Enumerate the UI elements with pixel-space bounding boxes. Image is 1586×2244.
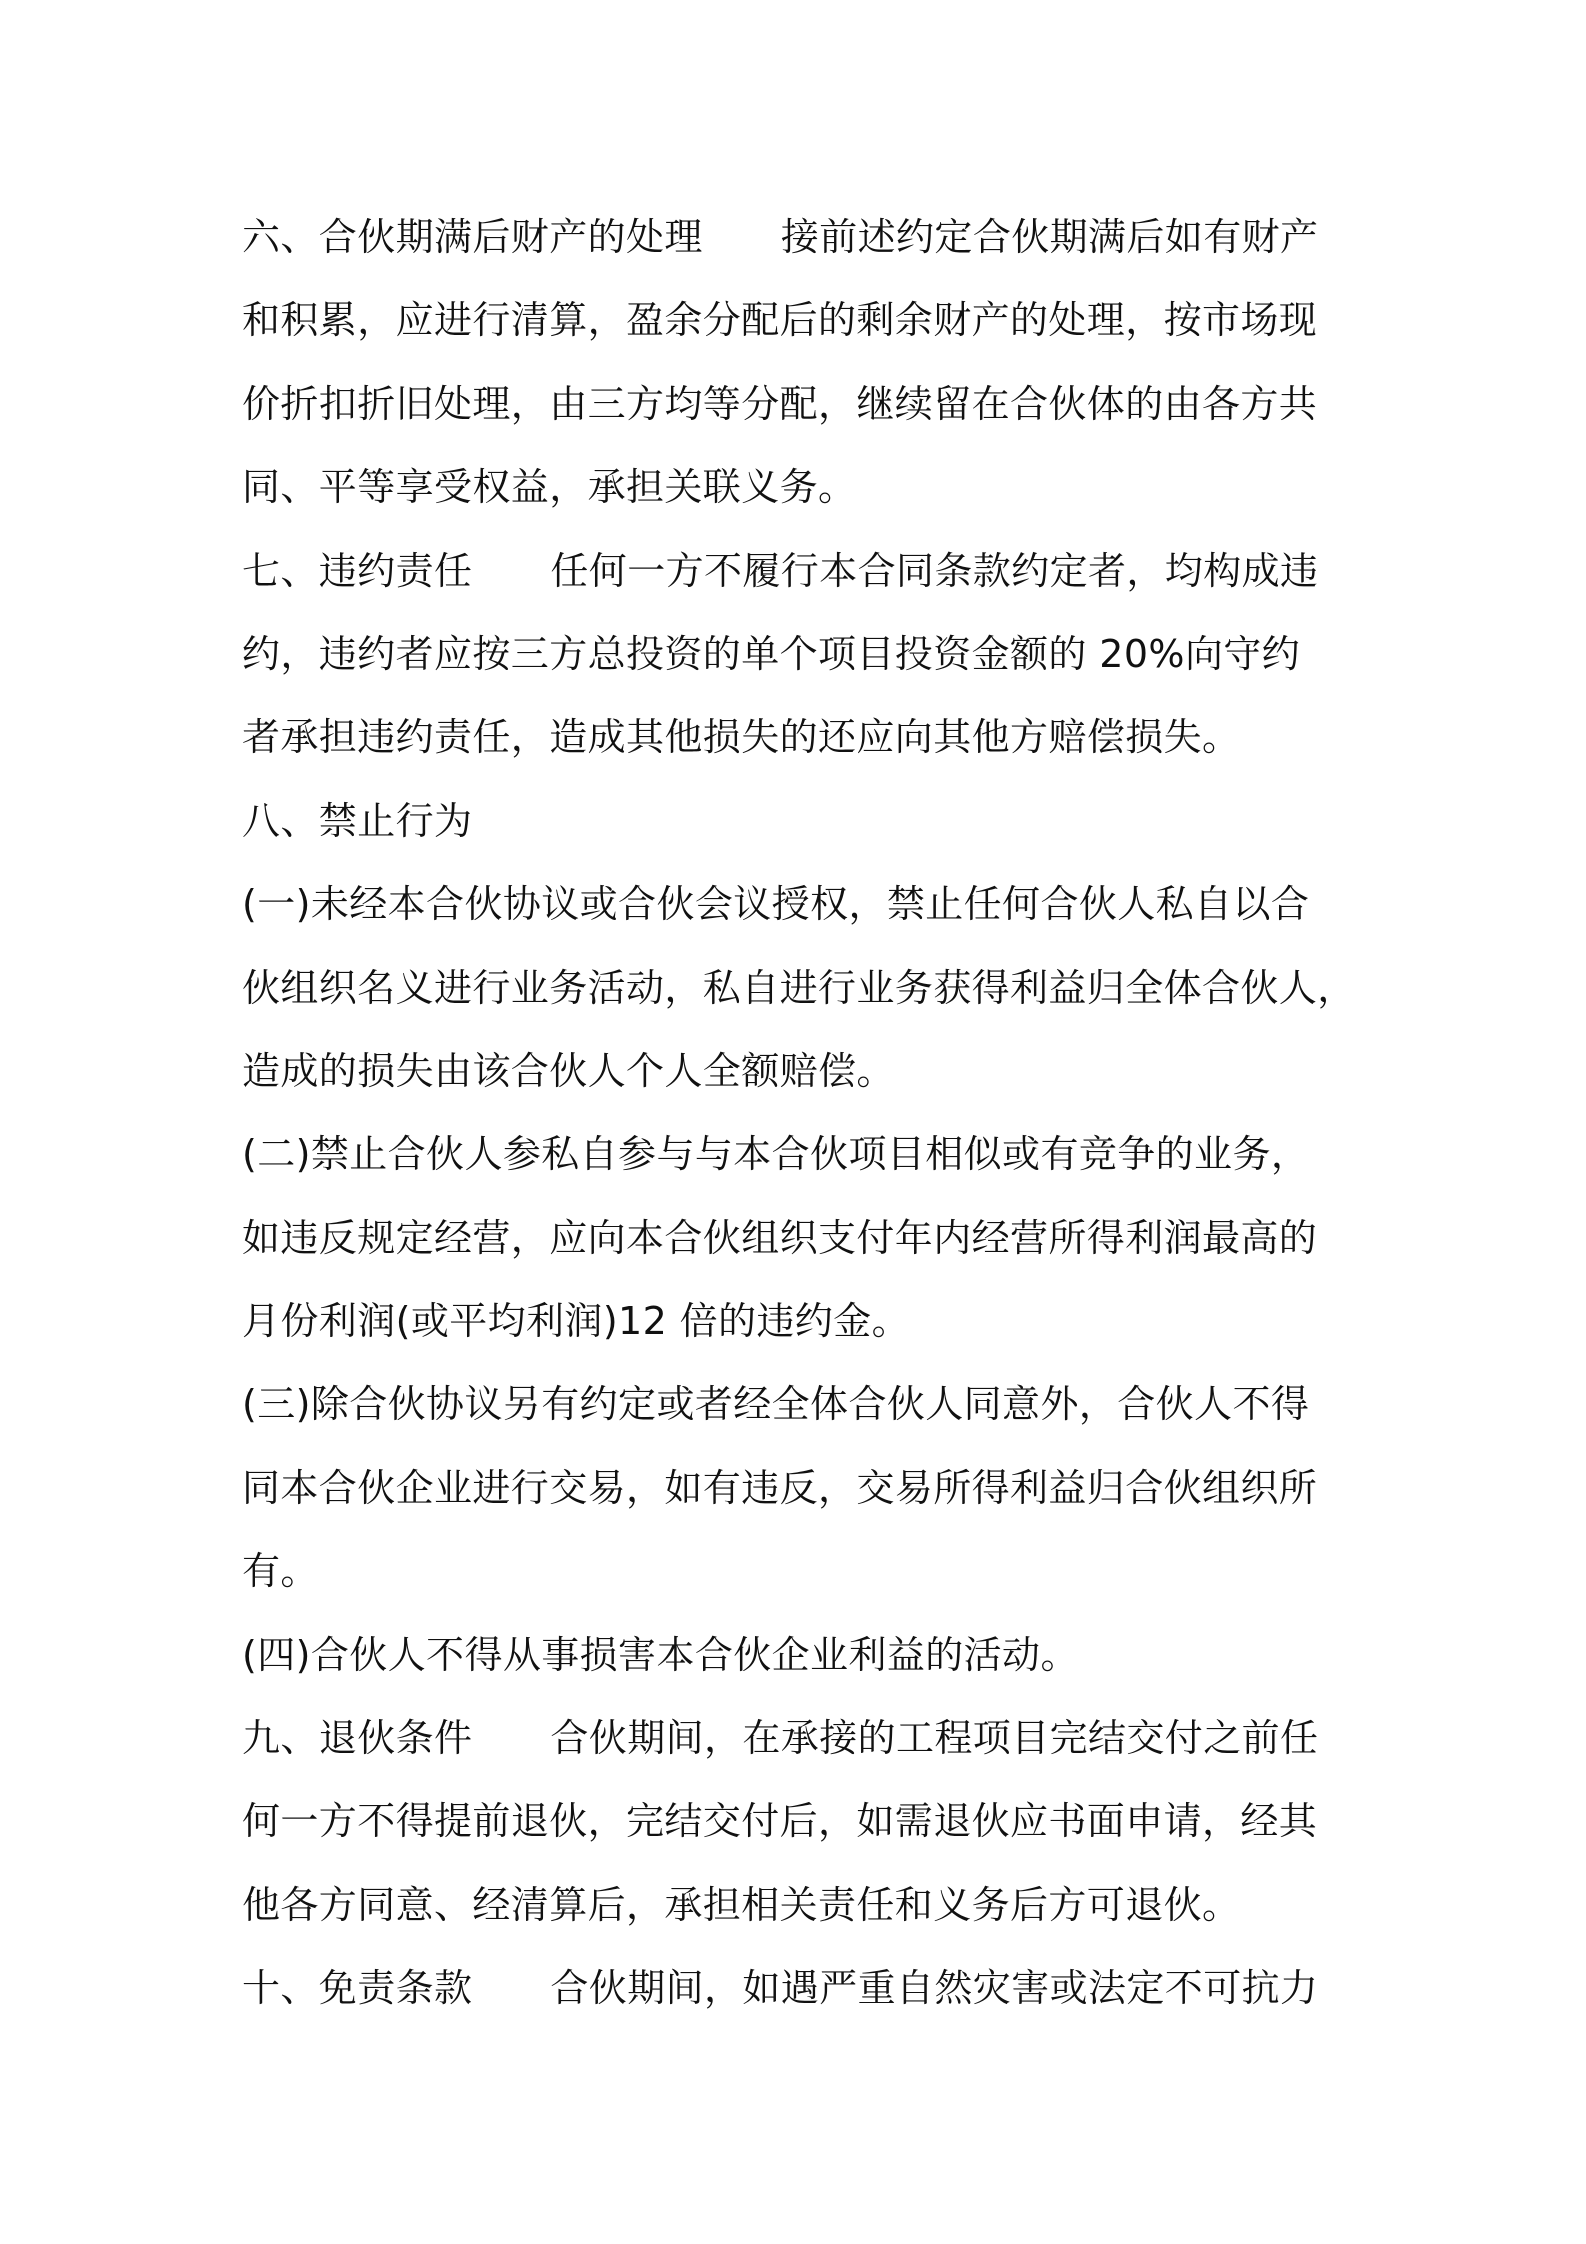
section-10-title: 十、免责条款 [242,1966,473,2011]
text-line-section-9-heading [242,1697,1382,1780]
text-line: 月份利润(或平均利润)12 倍的违约金。 [242,1299,911,1344]
section-6-text: 接前述约定合伙期满后如有财产 [780,215,1319,259]
text-line: 如违反规定经营，应向本合伙组织支付年内经营所得利润最高的 [242,1215,1318,1260]
section-6-title: 六、合伙期满后财产的处理 [242,215,703,259]
text-line-section-7-heading [242,530,1382,613]
text-line: (三)除合伙协议另有约定或者经全体合伙人同意外，合伙人不得 [242,1382,1310,1427]
text-line: 同本合伙企业进行交易，如有违反，交易所得利益归合伙组织所 [242,1465,1318,1510]
text-line: 他各方同意、经清算后，承担相关责任和义务后方可退伙。 [242,1882,1241,1927]
section-9-text: 合伙期间，在承接的工程项目完结交付之前任 [550,1716,1319,1761]
section-7-text: 任何一方不履行本合同条款约定者，均构成违 [550,548,1319,593]
text-line: 何一方不得提前退伙，完结交付后，如需退伙应书面申请，经其 [242,1799,1318,1844]
text-line: 同、平等享受权益，承担关联义务。 [242,465,857,510]
text-line: 有。 [242,1549,319,1594]
section-10-text: 合伙期间，如遇严重自然灾害或法定不可抗力 [550,1966,1319,2011]
section-8-title: 八、禁止行为 [242,798,473,843]
text-line: 伙组织名义进行业务活动，私自进行业务获得利益归全体合伙人， [242,965,1356,1010]
document-body [242,196,1382,2031]
text-line-section-10-heading [242,1947,1382,2030]
text-line: 价折扣折旧处理，由三方均等分配，继续留在合伙体的由各方共 [242,381,1318,426]
text-line: (二)禁止合伙人参私自参与与本合伙项目相似或有竞争的业务， [242,1132,1310,1177]
section-9-title: 九、退伙条件 [242,1716,473,1761]
text-line: 造成的损失由该合伙人个人全额赔偿。 [242,1048,895,1093]
text-line: 约，违约者应按三方总投资的单个项目投资金额的 20%向守约 [242,631,1301,676]
text-line: 者承担违约责任，造成其他损失的还应向其他方赔偿损失。 [242,715,1241,760]
text-line-section-6-heading [242,196,1382,279]
text-line: 和积累，应进行清算，盈余分配后的剩余财产的处理，按市场现 [242,298,1318,343]
text-line: (四)合伙人不得从事损害本合伙企业利益的活动。 [242,1632,1079,1677]
section-7-title: 七、违约责任 [242,548,473,593]
text-line: (一)未经本合伙协议或合伙会议授权，禁止任何合伙人私自以合 [242,882,1310,927]
